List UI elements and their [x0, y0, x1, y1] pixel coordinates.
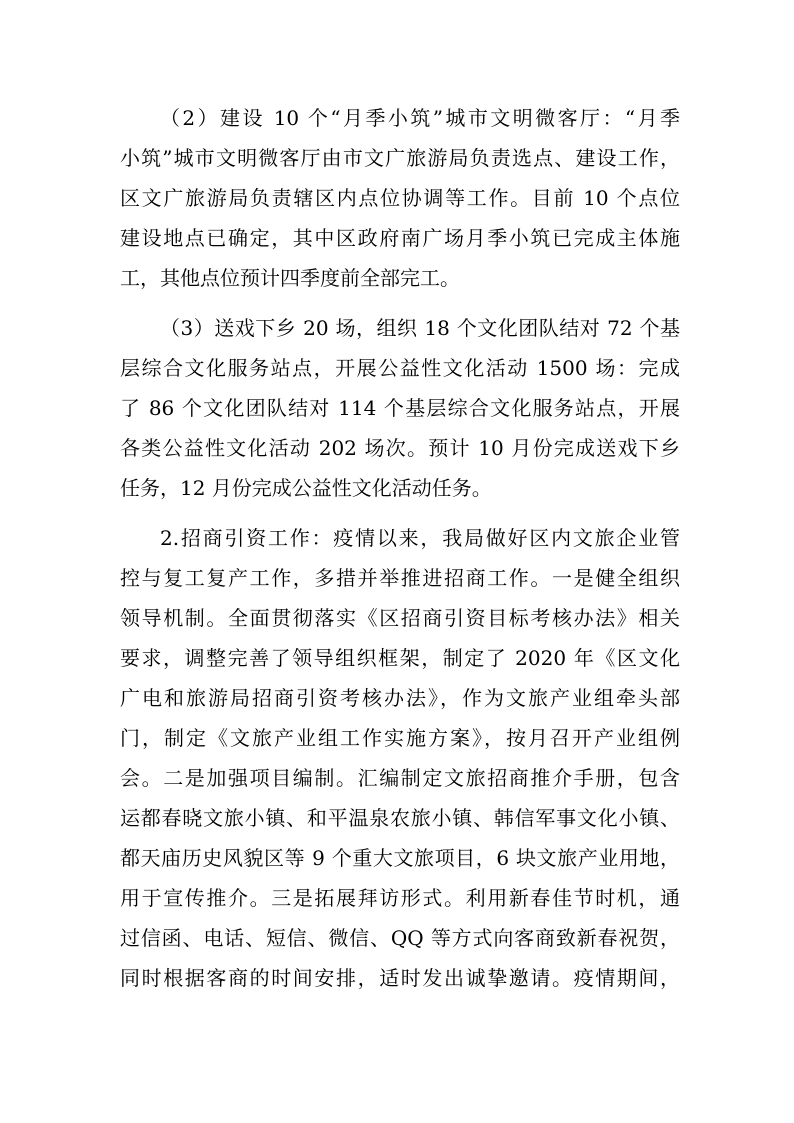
section-2-line-2: 控与复工复产工作，多措并举推进招商工作。一是健全组织: [120, 566, 680, 590]
paragraph-2-line-3: 区文广旅游局负责辖区内点位协调等工作。目前 10 个点位: [120, 186, 680, 210]
paragraph-3-line-2: 层综合文化服务站点，开展公益性文化活动 1500 场：完成: [120, 356, 680, 380]
section-2-line-7: 会。二是加强项目编制。汇编制定文旅招商推介手册，包含: [120, 766, 680, 790]
paragraph-3-line-5: 任务，12 月份完成公益性文化活动任务。: [120, 476, 492, 500]
section-2-line-6: 门，制定《文旅产业组工作实施方案》，按月召开产业组例: [120, 726, 680, 750]
paragraph-3-line-3: 了 86 个文化团队结对 114 个基层综合文化服务站点，开展: [120, 396, 680, 420]
section-2-line-4: 要求，调整完善了领导组织框架，制定了 2020 年《区文化: [120, 646, 680, 670]
paragraph-2-line-1: （2）建设 10 个“月季小筑”城市文明微客厅：“月季: [160, 106, 680, 130]
paragraph-3-line-1: （3）送戏下乡 20 场，组织 18 个文化团队结对 72 个基: [160, 316, 680, 340]
section-2-line-3: 领导机制。全面贯彻落实《区招商引资目标考核办法》相关: [120, 606, 680, 630]
section-2-line-12: 同时根据客商的时间安排，适时发出诚挚邀请。疫情期间，: [120, 966, 680, 990]
section-2-line-9: 都天庙历史风貌区等 9 个重大文旅项目，6 块文旅产业用地，: [120, 846, 680, 870]
paragraph-2-line-5: 工，其他点位预计四季度前全部完工。: [120, 266, 460, 290]
section-2-line-11: 过信函、电话、短信、微信、QQ 等方式向客商致新春祝贺，: [120, 926, 680, 950]
section-2-line-1: 2.招商引资工作：疫情以来，我局做好区内文旅企业管: [160, 526, 680, 550]
section-2-line-8: 运都春晓文旅小镇、和平温泉农旅小镇、韩信军事文化小镇、: [120, 806, 680, 830]
paragraph-3-line-4: 各类公益性文化活动 202 场次。预计 10 月份完成送戏下乡: [120, 436, 680, 460]
paragraph-2-line-4: 建设地点已确定，其中区政府南广场月季小筑已完成主体施: [120, 226, 680, 250]
section-2-line-5: 广电和旅游局招商引资考核办法》，作为文旅产业组牵头部: [120, 686, 680, 710]
section-2-line-10: 用于宣传推介。三是拓展拜访形式。利用新春佳节时机，通: [120, 886, 680, 910]
paragraph-2-line-2: 小筑”城市文明微客厅由市文广旅游局负责选点、建设工作，: [120, 146, 680, 170]
